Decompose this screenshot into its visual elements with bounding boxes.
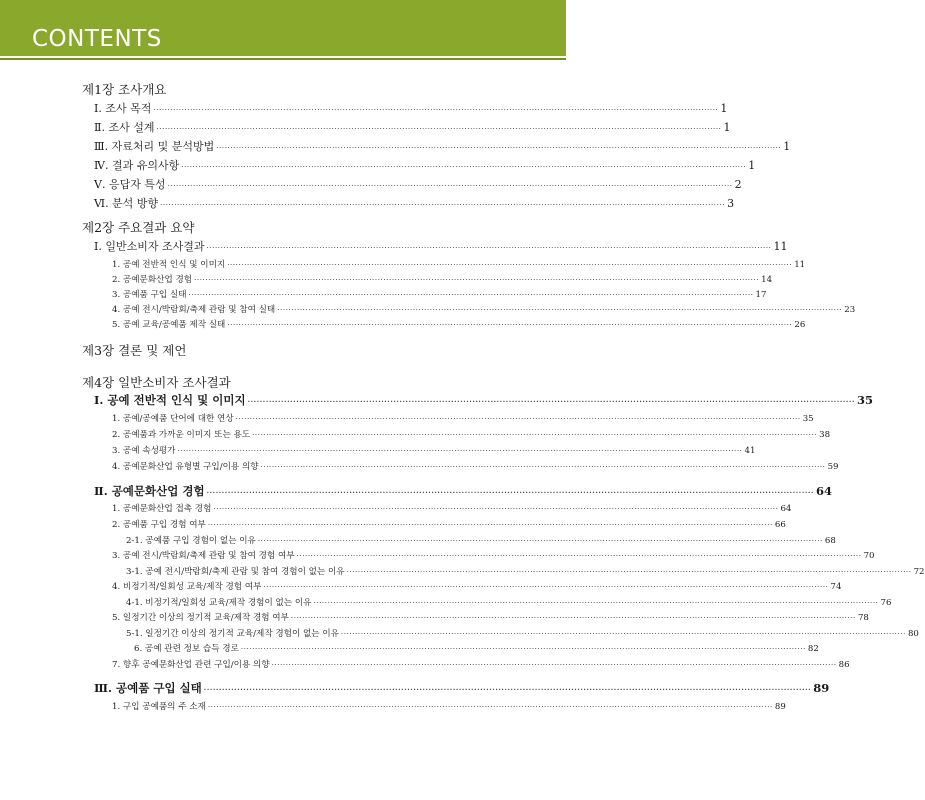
toc-entry[interactable] (112, 258, 806, 270)
dot-leader: ········································································································································································································ (227, 321, 793, 329)
toc-entry-page: 26 (794, 320, 806, 330)
toc-entry-page: 78 (857, 613, 869, 623)
toc-entry-page: 80 (907, 629, 919, 639)
toc-entry-label: 3. 공예 전시/박람회/축제 관람 및 참여 경험 여부 (112, 551, 295, 561)
dot-leader: ········································································································································································································ (181, 163, 747, 171)
toc-entry[interactable] (112, 428, 831, 440)
toc-entry[interactable] (112, 518, 786, 530)
header-bar (0, 0, 566, 56)
toc-entry-label: 3. 공예품 구입 실태 (112, 290, 187, 300)
toc-entry-page: 23 (844, 305, 856, 315)
toc-entry-page: 1 (783, 140, 791, 153)
toc-entry-label: 5. 일정기간 이상의 정기적 교육/제작 경험 여부 (112, 613, 289, 623)
toc-entry[interactable] (112, 273, 773, 285)
dot-leader: ········································································································································································································ (260, 463, 826, 471)
toc-entry-page: 89 (774, 702, 786, 712)
toc-entry-page: 11 (773, 240, 788, 253)
dot-leader: ········································································································································································································ (263, 583, 829, 591)
toc-entry-label: Ⅰ. 조사 목적 (94, 102, 152, 115)
toc-entry[interactable] (112, 318, 806, 330)
toc-entry-label: 1. 공예문화산업 접촉 경험 (112, 504, 212, 514)
chapter-2-title: 제2장 주요결과 요약 (82, 220, 195, 235)
toc-entry-label: 7. 향후 공예문화산업 관련 구입/이용 의향 (112, 660, 270, 670)
chapter-1-title: 제1장 조사개요 (82, 82, 167, 97)
dot-leader: ········································································································································································································ (227, 261, 793, 269)
toc-entry-page: 68 (824, 536, 836, 546)
toc-entry-page: 64 (815, 484, 832, 498)
toc-entry-page: 35 (857, 393, 874, 407)
dot-leader: ········································································································································································································ (153, 106, 719, 114)
dot-leader: ········································································································································································································ (240, 645, 806, 653)
toc-entry-page: 14 (761, 275, 773, 285)
toc-entry-label: 1. 공예/공예품 단어에 대한 연상 (112, 414, 234, 424)
toc-entry[interactable] (134, 642, 819, 654)
toc-entry-label: 1. 구입 공예품의 주 소재 (112, 702, 206, 712)
dot-leader: ········································································································································································································ (235, 415, 801, 423)
toc-entry[interactable] (94, 100, 728, 116)
toc-entry-page: 17 (755, 290, 767, 300)
toc-entry[interactable] (126, 534, 836, 546)
toc-entry-label: Ⅰ. 일반소비자 조사결과 (94, 240, 205, 253)
toc-entry-label: Ⅰ. 공예 전반적 인식 및 이미지 (94, 393, 246, 407)
toc-entry-page: 59 (827, 462, 839, 472)
toc-entry-page: 74 (830, 582, 842, 592)
toc-entry[interactable] (94, 483, 832, 499)
toc-entry-label: Ⅳ. 결과 유의사항 (94, 159, 180, 172)
toc-entry-label: 2-1. 공예품 구입 경험이 없는 이유 (126, 536, 256, 546)
toc-entry-label: Ⅲ. 자료처리 및 분석방법 (94, 140, 215, 153)
dot-leader: ········································································································································································································ (257, 537, 823, 545)
toc-entry[interactable] (112, 460, 839, 472)
toc-entry-label: Ⅱ. 공예문화산업 경험 (94, 484, 205, 498)
toc-entry-page: 1 (723, 121, 731, 134)
dot-leader: ········································································································································································································ (252, 431, 818, 439)
dot-leader: ········································································································································································································ (160, 201, 726, 209)
dot-leader: ········································································································································································································ (207, 521, 773, 529)
dot-leader: ········································································································································································································ (207, 703, 773, 711)
dot-leader: ········································································································································································································ (313, 599, 879, 607)
toc-entry[interactable] (112, 658, 850, 670)
dot-leader: ········································································································································································································ (156, 125, 722, 133)
header-divider (0, 58, 566, 60)
toc-entry-label: 6. 공예 관련 정보 습득 경로 (134, 644, 239, 654)
toc-entry-label: 2. 공예문화산업 경험 (112, 275, 193, 285)
toc-entry[interactable] (94, 176, 742, 192)
dot-leader: ········································································································································································································ (290, 614, 856, 622)
toc-entry-page: 2 (734, 178, 742, 191)
toc-entry-page: 64 (780, 504, 792, 514)
toc-entry-page: 3 (727, 197, 735, 210)
dot-leader: ········································································································································································································ (177, 447, 743, 455)
toc-entry[interactable] (94, 195, 735, 211)
toc-entry[interactable] (112, 288, 767, 300)
dot-leader: ········································································································································································································ (247, 397, 856, 406)
toc-entry[interactable] (112, 700, 786, 712)
dot-leader: ········································································································································································································ (216, 144, 782, 152)
dot-leader: ········································································································································································································ (203, 685, 812, 694)
toc-entry-label: 4. 공예문화산업 유형별 구입/이용 의향 (112, 462, 259, 472)
dot-leader: ········································································································································································································ (213, 505, 779, 513)
toc-entry[interactable] (112, 549, 875, 561)
toc-entry-page: 38 (819, 430, 831, 440)
dot-leader: ········································································································································································································ (296, 552, 862, 560)
toc-entry-page: 41 (744, 446, 756, 456)
toc-entry[interactable] (126, 596, 892, 608)
toc-entry[interactable] (94, 680, 830, 696)
toc-entry[interactable] (112, 502, 792, 514)
toc-entry-page: 76 (880, 598, 892, 608)
toc-entry[interactable] (94, 138, 791, 154)
toc-entry-label: Ⅵ. 분석 방향 (94, 197, 159, 210)
toc-entry-label: 5-1. 일정기간 이상의 정기적 교육/제작 경험이 없는 이유 (126, 629, 339, 639)
toc-entry-page: 86 (838, 660, 850, 670)
toc-entry[interactable] (112, 580, 842, 592)
chapter-4-title: 제4장 일반소비자 조사결과 (82, 375, 231, 390)
toc-entry-label: Ⅴ. 응답자 특성 (94, 178, 166, 191)
toc-entry-label: 3. 공예 속성평가 (112, 446, 176, 456)
toc-entry-label: Ⅱ. 조사 설계 (94, 121, 155, 134)
dot-leader: ········································································································································································································ (167, 182, 733, 190)
toc-entry-label: 2. 공예품과 가까운 이미지 또는 용도 (112, 430, 251, 440)
toc-entry[interactable] (126, 565, 925, 577)
toc-entry[interactable] (94, 238, 788, 254)
toc-entry-page: 35 (802, 414, 814, 424)
dot-leader: ········································································································································································································ (346, 568, 912, 576)
dot-leader: ········································································································································································································ (340, 630, 906, 638)
dot-leader: ········································································································································································································ (271, 661, 837, 669)
toc-entry-page: 72 (913, 567, 925, 577)
toc-entry-page: 89 (813, 681, 830, 695)
toc-entry-page: 82 (807, 644, 819, 654)
toc-entry-label: 2. 공예품 구입 경험 여부 (112, 520, 206, 530)
toc-entry[interactable] (112, 611, 869, 623)
toc-entry-label: 4. 비정기적/일회성 교육/제작 경험 여부 (112, 582, 262, 592)
toc-entry-label: Ⅲ. 공예품 구입 실태 (94, 681, 202, 695)
toc-entry[interactable] (112, 444, 756, 456)
toc-entry[interactable] (126, 627, 919, 639)
toc-entry-page: 1 (720, 102, 728, 115)
toc-entry-page: 11 (794, 260, 806, 270)
toc-entry[interactable] (112, 303, 856, 315)
toc-entry-page: 66 (774, 520, 786, 530)
toc-entry[interactable] (94, 157, 756, 173)
chapter-3-title: 제3장 결론 및 제언 (82, 343, 187, 358)
dot-leader: ········································································································································································································ (206, 488, 814, 497)
toc-entry-label: 4. 공예 전시/박람회/축제 관람 및 참여 실태 (112, 305, 276, 315)
toc-entry-page: 1 (748, 159, 756, 172)
dot-leader: ········································································································································································································ (277, 306, 843, 314)
toc-entry-label: 5. 공예 교육/공예품 제작 실태 (112, 320, 226, 330)
dot-leader: ········································································································································································································ (194, 276, 760, 284)
toc-entry[interactable] (94, 119, 731, 135)
toc-entry-label: 3-1. 공예 전시/박람회/축제 관람 및 참여 경험이 없는 이유 (126, 567, 345, 577)
toc-entry[interactable] (112, 412, 814, 424)
dot-leader: ········································································································································································································ (206, 244, 772, 252)
toc-entry-label: 4-1. 비정기적/일회성 교육/제작 경험이 없는 이유 (126, 598, 312, 608)
dot-leader: ········································································································································································································ (188, 291, 754, 299)
page-title: CONTENTS (32, 26, 162, 52)
toc-entry[interactable] (94, 392, 874, 408)
toc-entry-label: 1. 공예 전반적 인식 및 이미지 (112, 260, 226, 270)
toc-entry-page: 70 (863, 551, 875, 561)
